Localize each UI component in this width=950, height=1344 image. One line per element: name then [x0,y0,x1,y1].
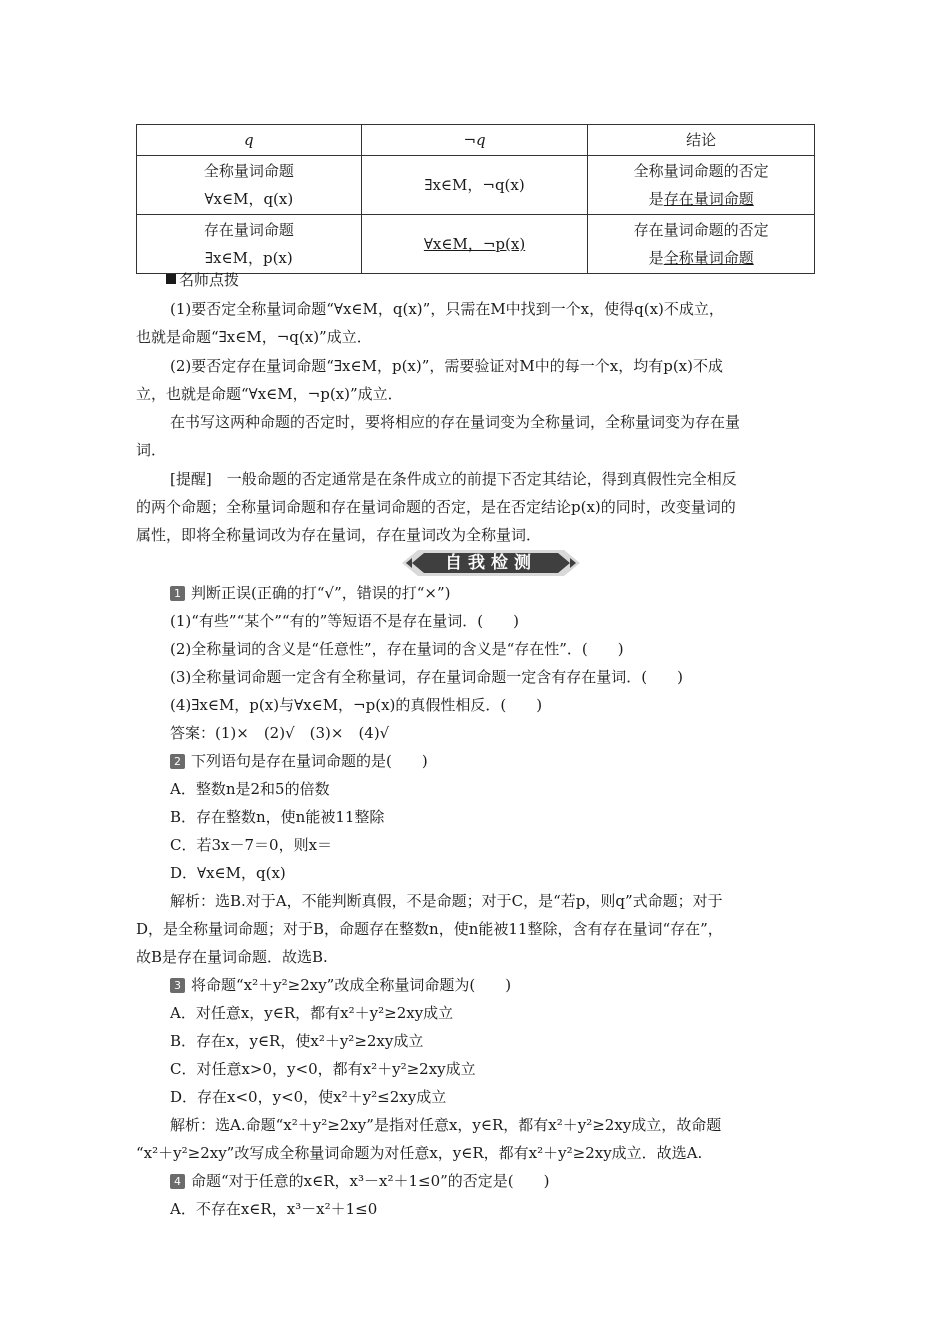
tips-heading: 名师点拨 [166,266,239,294]
option-item: D．∀x∈M，q(x) [170,864,286,882]
table-header-neg-q: ¬q [361,125,588,156]
underlined-answer: 全称量词命题 [663,249,754,267]
analysis-line: 故B是存在量词命题．故选B. [136,948,328,966]
option-item: A．对任意x，y∈R，都有x²＋y²≥2xy成立 [170,1004,454,1022]
table-row [137,215,815,274]
table-cell-neg [361,215,588,274]
underlined-answer: 存在量词命题 [663,190,754,208]
table-cell-conclusion [588,156,815,215]
question-stem: 3 将命题“x²＋y²≥2xy”改成全称量词命题为( ) [170,971,511,999]
question-item: (4)∃x∈M，p(x)与∀x∈M，¬p(x)的真假性相反．( ) [170,696,543,714]
negation-table [136,124,815,274]
table-header-conclusion: 结论 [588,125,815,156]
cell-line: 存在量词命题 [203,221,294,239]
option-item: B．存在x，y∈R，使x²＋y²≥2xy成立 [170,1032,424,1050]
option-item: C．若3x－7＝0，则x＝ [170,836,333,854]
cell-line: 全称量词命题 [203,162,294,180]
cell-line: ∃x∈M，p(x) [204,249,293,267]
option-item: D．存在x<0，y<0，使x²＋y²≤2xy成立 [170,1088,447,1106]
analysis-line: “x²＋y²≥2xy”改写成全称量词命题为对任意x，y∈R，都有x²＋y²≥2xy成立．故选A. [136,1144,703,1162]
tips-line: (1)要否定全称量词命题“∀x∈M，q(x)”，只需在M中找到一个x，使得q(x)不成立， [170,300,724,318]
question-number-badge: 1 [170,586,185,601]
question-stem: 2 下列语句是存在量词命题的是( ) [170,747,428,775]
question-item: (3)全称量词命题一定含有全称量词，存在量词命题一定含有存在量词．( ) [170,668,683,686]
option-item: B．存在整数n，使n能被11整除 [170,808,385,826]
question-number-badge: 2 [170,754,185,769]
cell-line [592,185,810,213]
banner-title: 自我检测 [445,553,537,573]
table-cell-q [137,156,362,215]
answer-line: 答案：(1)× (2)√ (3)× (4)√ [170,724,390,742]
analysis-line: 解析：选A.命题“x²＋y²≥2xy”是指对任意x，y∈R，都有x²＋y²≥2xy成立，故命题 [170,1116,722,1134]
tips-line: 的两个命题；全称量词命题和存在量词命题的否定，是在否定结论p(x)的同时，改变量词的 [136,498,736,516]
cell-line: 全称量词命题的否定 [633,162,769,180]
cell-line: ∃x∈M，¬q(x) [424,176,525,194]
question-stem: 4 命题“对于任意的x∈R，x³－x²＋1≤0”的否定是( ) [170,1167,550,1195]
table-row [137,156,815,215]
table-cell-q [137,215,362,274]
table-header-row [137,125,815,156]
cell-line [592,244,810,272]
analysis-line: 解析：选B.对于A，不能判断真假，不是命题；对于C，是“若p，则q”式命题；对于 [170,892,723,910]
tips-line: (2)要否定存在量词命题“∃x∈M，p(x)”，需要验证对M中的每一个x，均有p(x)不成 [170,357,723,375]
cell-line: 存在量词命题的否定 [633,221,769,239]
tips-line: 属性，即将全称量词改为存在量词，存在量词改为全称量词． [136,526,542,544]
underlined-answer: ∀x∈M，¬p(x) [423,235,526,253]
table-header-q: q [137,125,362,156]
tips-line: 也就是命题“∃x∈M，¬q(x)”成立． [136,328,372,346]
self-check-banner [402,548,580,578]
table-cell-neg [361,156,588,215]
cell-prefix: 是 [648,249,664,267]
tips-line: [提醒] 一般命题的否定通常是在条件成立的前提下否定其结论，得到真假性完全相反 [170,470,737,488]
question-number-badge: 4 [170,1174,185,1189]
cell-prefix: 是 [648,190,664,208]
question-item: (1)“有些”“某个”“有的”等短语不是存在量词．( ) [170,612,519,630]
option-item: A．不存在x∈R，x³－x²＋1≤0 [170,1200,378,1218]
table-cell-conclusion [588,215,815,274]
question-stem: 1 判断正误(正确的打“√”，错误的打“×”) [170,579,451,607]
option-item: A．整数n是2和5的倍数 [170,780,330,798]
option-item: C．对任意x>0，y<0，都有x²＋y²≥2xy成立 [170,1060,476,1078]
question-number-badge: 3 [170,978,185,993]
question-item: (2)全称量词的含义是“任意性”，存在量词的含义是“存在性”．( ) [170,640,624,658]
square-bullet-icon [166,274,176,284]
cell-line: ∀x∈M，q(x) [204,190,294,208]
tips-line: 在书写这两种命题的否定时，要将相应的存在量词变为全称量词，全称量词变为存在量 [170,413,741,431]
analysis-line: D，是全称量词命题；对于B，命题存在整数n，使n能被11整除，含有存在量词“存在”， [136,920,723,938]
tips-line: 立，也就是命题“∀x∈M，¬p(x)”成立． [136,385,403,403]
tips-line: 词． [136,441,167,459]
